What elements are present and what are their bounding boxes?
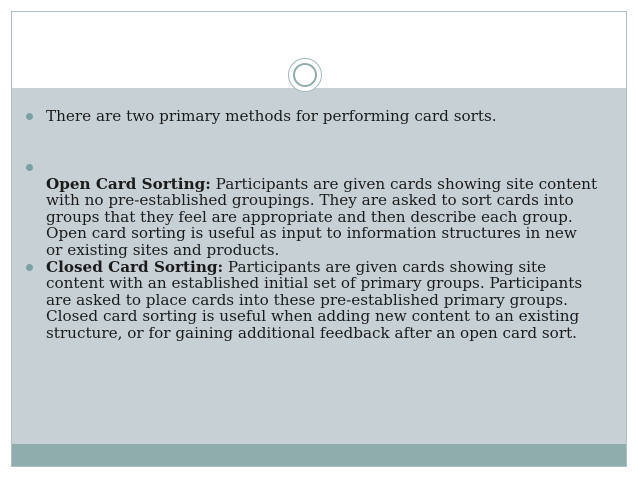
bullet-closed-card-sorting bbox=[26, 259, 598, 342]
bullet-open-card-sorting bbox=[26, 159, 598, 259]
bullet-intro-text: There are two primary methods for performing card sorts. bbox=[46, 107, 497, 125]
bullet-dot-icon bbox=[26, 264, 33, 271]
open-card-sorting-text: Participants are given cards showing site content with no pre-established groupings. They are asked to sort cards into groups that they feel are appropriate and then describe each group. Open card sorting is useful as input to information structures in new or existing sites and products. bbox=[46, 174, 598, 259]
closed-card-sorting-term: Closed Card Sorting: bbox=[46, 257, 224, 276]
slide-footer bbox=[12, 444, 626, 466]
bullet-dot-icon bbox=[26, 113, 33, 120]
open-card-sorting-term: Open Card Sorting: bbox=[46, 174, 211, 193]
bullet-dot-icon bbox=[26, 164, 33, 171]
slide-content bbox=[26, 108, 598, 342]
header-divider bbox=[12, 87, 626, 88]
circle-ornament-icon bbox=[288, 58, 322, 92]
closed-card-sorting-text: Participants are given cards showing site content with an established initial set of primary groups. Participants are asked to place cards into these pre-established primary groups. Closed card sorting is useful when adding new content to an existing structure, or for gaining additional feedback after an open card sort. bbox=[46, 257, 583, 342]
bullet-intro bbox=[26, 108, 598, 125]
